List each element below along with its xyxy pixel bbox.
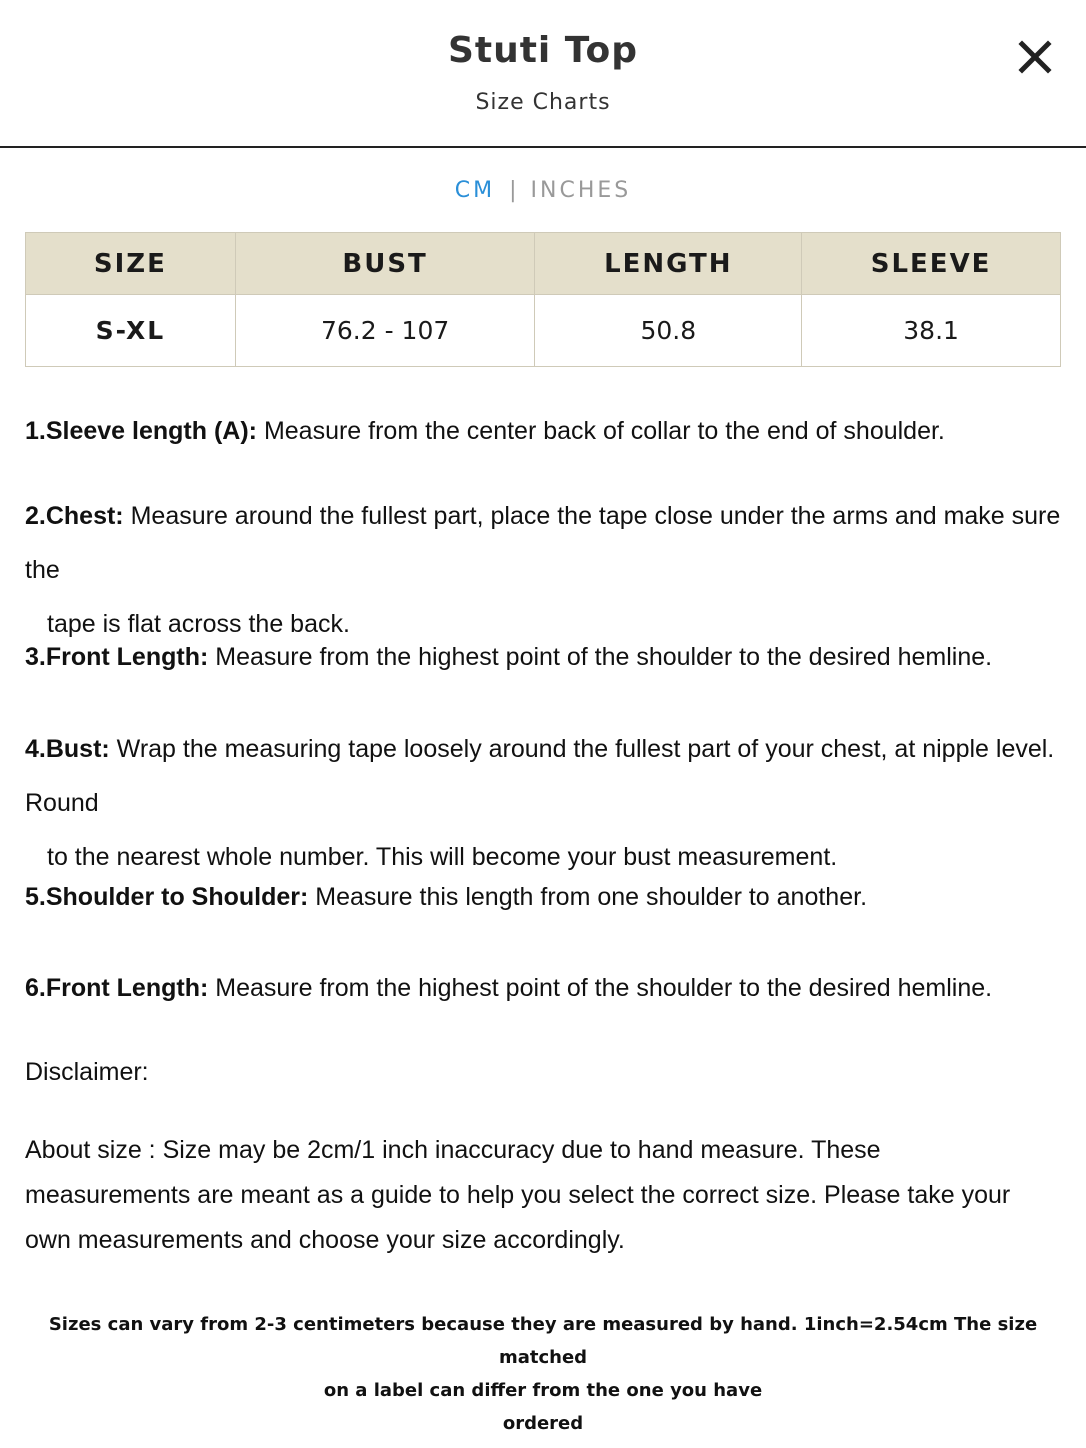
guide-text: Wrap the measuring tape loosely around the fullest part of your chest, at nipple level. Round xyxy=(25,735,1055,817)
guide-label: 6.Front Length: xyxy=(25,974,209,1002)
guide-text-continued: to the nearest whole number. This will become your bust measurement. xyxy=(47,843,838,871)
guide-text: Measure around the fullest part, place the tape close under the arms and make sure the xyxy=(25,502,1061,584)
guide-text: Measure from the center back of collar to the end of shoulder. xyxy=(257,417,945,445)
guide-item-bust xyxy=(25,722,1065,884)
guide-text: Measure this length from one shoulder to another. xyxy=(308,883,868,911)
guide-item-front-length-2 xyxy=(25,961,1065,1015)
guide-label: 3.Front Length: xyxy=(25,643,209,671)
cell-sleeve: 38.1 xyxy=(802,295,1061,367)
header-length: LENGTH xyxy=(535,233,802,295)
guide-label: 4.Bust: xyxy=(25,735,110,763)
header-size: SIZE xyxy=(26,233,236,295)
guide-item-chest xyxy=(25,489,1065,651)
guide-text: Measure from the highest point of the shoulder to the desired hemline. xyxy=(208,974,993,1002)
footer-note xyxy=(30,1308,1056,1440)
close-button[interactable] xyxy=(1012,34,1058,80)
cell-length: 50.8 xyxy=(535,295,802,367)
table-header-row xyxy=(26,233,1061,295)
guide-label: 1.Sleeve length (A): xyxy=(25,417,257,445)
unit-separator: | xyxy=(509,178,517,203)
guide-item-front-length xyxy=(25,630,1065,684)
close-icon xyxy=(1012,34,1058,80)
guide-text-continued: tape is flat across the back. xyxy=(47,610,350,638)
header-sleeve: SLEEVE xyxy=(802,233,1061,295)
disclaimer-body: About size : Size may be 2cm/1 inch inaccuracy due to hand measure. These measurements are meant as a guide to help you select the correct size. Please take your own measurements and choose your size accordingly. xyxy=(25,1136,1011,1254)
size-table xyxy=(25,232,1061,367)
guide-label: 5.Shoulder to Shoulder: xyxy=(25,883,309,911)
guide-item-sleeve-length xyxy=(25,404,1065,458)
footer-line: ordered xyxy=(502,1413,584,1434)
page-title: Stuti Top xyxy=(447,30,639,71)
footer-line: on a label can differ from the one you have xyxy=(323,1380,763,1401)
header-bust: BUST xyxy=(235,233,535,295)
disclaimer-title: Disclaimer: xyxy=(25,1058,149,1086)
unit-inches-tab[interactable]: INCHES xyxy=(530,178,632,203)
unit-toggle xyxy=(0,178,1086,203)
guide-item-shoulder xyxy=(25,870,1065,924)
cell-size: S-XL xyxy=(26,295,236,367)
cell-bust: 76.2 - 107 xyxy=(235,295,535,367)
guide-label: 2.Chest: xyxy=(25,502,124,530)
footer-line: Sizes can vary from 2-3 centimeters because they are measured by hand. 1inch=2.54cm The size matched xyxy=(48,1314,1038,1368)
table-row xyxy=(26,295,1061,367)
unit-cm-tab[interactable]: CM xyxy=(454,178,496,203)
guide-text: Measure from the highest point of the shoulder to the desired hemline. xyxy=(208,643,993,671)
page-subtitle: Size Charts xyxy=(475,90,611,115)
modal-header xyxy=(0,0,1086,148)
